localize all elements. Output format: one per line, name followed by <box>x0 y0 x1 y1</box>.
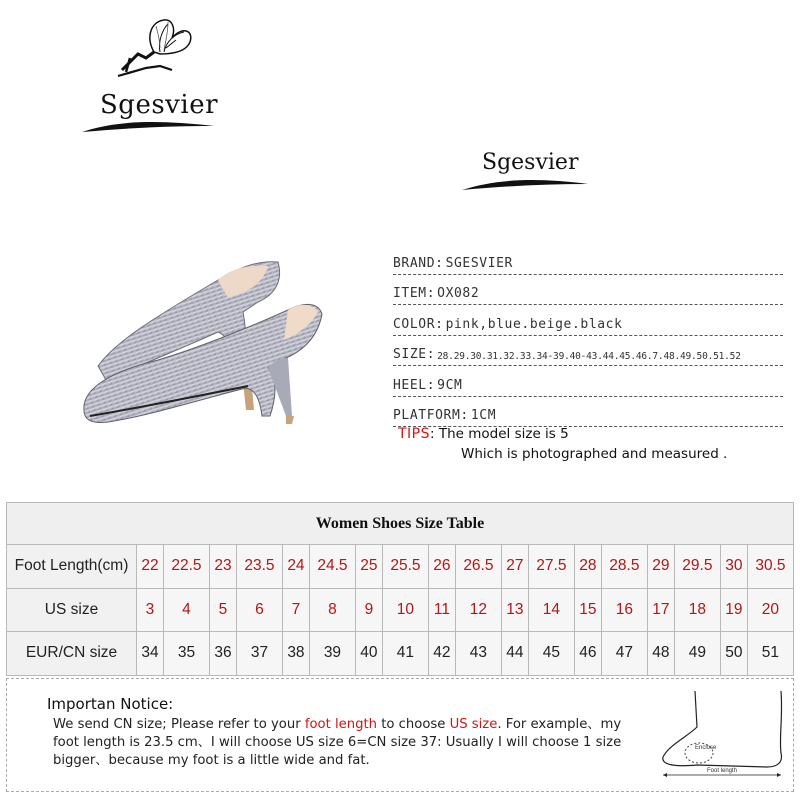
size-table-cell: 35 <box>163 632 209 676</box>
size-table-cell: 27.5 <box>528 545 574 589</box>
notice-highlight-us-size: US size <box>449 717 498 732</box>
size-table-cell: 49 <box>674 632 720 676</box>
important-notice <box>6 678 794 792</box>
spec-label: COLOR: <box>393 316 444 332</box>
spec-size <box>393 336 783 367</box>
size-table-cell: 47 <box>601 632 647 676</box>
size-table-title: Women Shoes Size Table <box>7 503 794 545</box>
spec-value: 1CM <box>470 408 497 423</box>
size-table-cell: 14 <box>528 588 574 632</box>
brand-logo-text: Sgesvier <box>100 90 219 120</box>
size-table-cell: 11 <box>428 588 455 632</box>
size-table-cell: 50 <box>720 632 747 676</box>
spec-value: OX082 <box>437 286 480 301</box>
size-table-row <box>7 545 794 589</box>
tips-line-2: Which is photographed and measured . <box>461 446 728 462</box>
spec-item <box>393 275 783 306</box>
notice-text: We send CN size; Please refer to your <box>53 717 305 732</box>
size-table <box>6 502 794 676</box>
size-table-title-row <box>7 503 794 545</box>
notice-heading: Importan Notice: <box>47 695 174 713</box>
size-table-cell: 27 <box>501 545 528 589</box>
size-table-cell: 10 <box>382 588 428 632</box>
spec-value: 28.29.30.31.32.33.34-39.40-43.44.45.46.7.48.49.50.51.52 <box>437 351 741 362</box>
size-table-row-label: EUR/CN size <box>7 632 137 676</box>
tips-tag: TIPS <box>398 426 431 442</box>
notice-text: to choose <box>377 717 450 732</box>
size-table-cell: 4 <box>163 588 209 632</box>
spec-list <box>393 244 783 427</box>
size-table-cell: 20 <box>747 588 793 632</box>
size-table-cell: 19 <box>720 588 747 632</box>
brand-logo <box>78 18 218 128</box>
size-table-cell: 12 <box>455 588 501 632</box>
size-table-cell: 9 <box>355 588 382 632</box>
size-table-cell: 41 <box>382 632 428 676</box>
brand-logo-small-text: Sgesvier <box>482 150 579 175</box>
diagram-enclose-label: Enclose <box>695 745 717 751</box>
size-table-cell: 8 <box>309 588 355 632</box>
size-table-cell: 28.5 <box>601 545 647 589</box>
size-table-cell: 24 <box>282 545 309 589</box>
size-table-cell: 26.5 <box>455 545 501 589</box>
size-table-cell: 7 <box>282 588 309 632</box>
spec-label: ITEM: <box>393 286 436 301</box>
size-table-cell: 23 <box>209 545 236 589</box>
size-table-cell: 30.5 <box>747 545 793 589</box>
size-table-cell: 5 <box>209 588 236 632</box>
size-table-cell: 13 <box>501 588 528 632</box>
size-table-cell: 3 <box>137 588 164 632</box>
size-table-cell: 48 <box>647 632 674 676</box>
size-table-cell: 24.5 <box>309 545 355 589</box>
size-table-row <box>7 588 794 632</box>
size-table-cell: 15 <box>574 588 601 632</box>
size-table-cell: 22 <box>137 545 164 589</box>
swoosh-icon <box>460 174 590 196</box>
tips-note <box>398 424 727 464</box>
tips-line-1 <box>398 424 727 444</box>
size-table-row-label: Foot Length(cm) <box>7 545 137 589</box>
brand-logo-small <box>460 148 590 198</box>
size-table-row <box>7 632 794 676</box>
notice-body <box>53 716 643 770</box>
size-table-cell: 26 <box>428 545 455 589</box>
spec-value: 9CM <box>437 377 463 393</box>
product-shoe-image <box>78 240 328 430</box>
notice-text: . For example、my foot length is 23.5 cm、I will choose US size 6=CN size 37: Usually I will choose 1 size bigger、because my foot is a little wide and fat. <box>53 717 622 768</box>
notice-highlight-foot-length: foot length <box>304 717 378 732</box>
spec-heel <box>393 366 783 397</box>
size-table-cell: 45 <box>528 632 574 676</box>
spec-label: PLATFORM: <box>393 408 469 423</box>
size-table-cell: 25 <box>355 545 382 589</box>
size-table-cell: 42 <box>428 632 455 676</box>
size-table-cell: 39 <box>309 632 355 676</box>
size-table-cell: 38 <box>282 632 309 676</box>
spec-label: BRAND: <box>393 255 444 271</box>
spec-color <box>393 305 783 336</box>
size-table-cell: 37 <box>236 632 282 676</box>
size-table-cell: 22.5 <box>163 545 209 589</box>
butterfly-shoe-icon <box>116 18 196 80</box>
size-table-cell: 43 <box>455 632 501 676</box>
size-table-cell: 29 <box>647 545 674 589</box>
size-table-cell: 51 <box>747 632 793 676</box>
diagram-length-label: Foot length <box>707 768 738 774</box>
size-table-cell: 46 <box>574 632 601 676</box>
size-table-cell: 36 <box>209 632 236 676</box>
size-table-cell: 28 <box>574 545 601 589</box>
foot-measure-diagram <box>657 687 787 783</box>
size-table-cell: 18 <box>674 588 720 632</box>
size-table-cell: 30 <box>720 545 747 589</box>
size-table-row-label: US size <box>7 588 137 632</box>
size-table-cell: 29.5 <box>674 545 720 589</box>
spec-value: SGESVIER <box>445 255 513 271</box>
size-table-cell: 17 <box>647 588 674 632</box>
size-table-cell: 34 <box>137 632 164 676</box>
spec-label: HEEL: <box>393 377 436 393</box>
spec-value: pink,blue.beige.black <box>445 316 623 332</box>
size-table-cell: 40 <box>355 632 382 676</box>
spec-platform <box>393 397 783 428</box>
tips-text: : The model size is 5 <box>430 426 569 442</box>
swoosh-icon <box>78 114 218 138</box>
spec-brand <box>393 244 783 275</box>
size-table-cell: 23.5 <box>236 545 282 589</box>
size-table-cell: 44 <box>501 632 528 676</box>
spec-label: SIZE: <box>393 347 436 362</box>
size-table-cell: 6 <box>236 588 282 632</box>
size-table-cell: 25.5 <box>382 545 428 589</box>
size-table-cell: 16 <box>601 588 647 632</box>
